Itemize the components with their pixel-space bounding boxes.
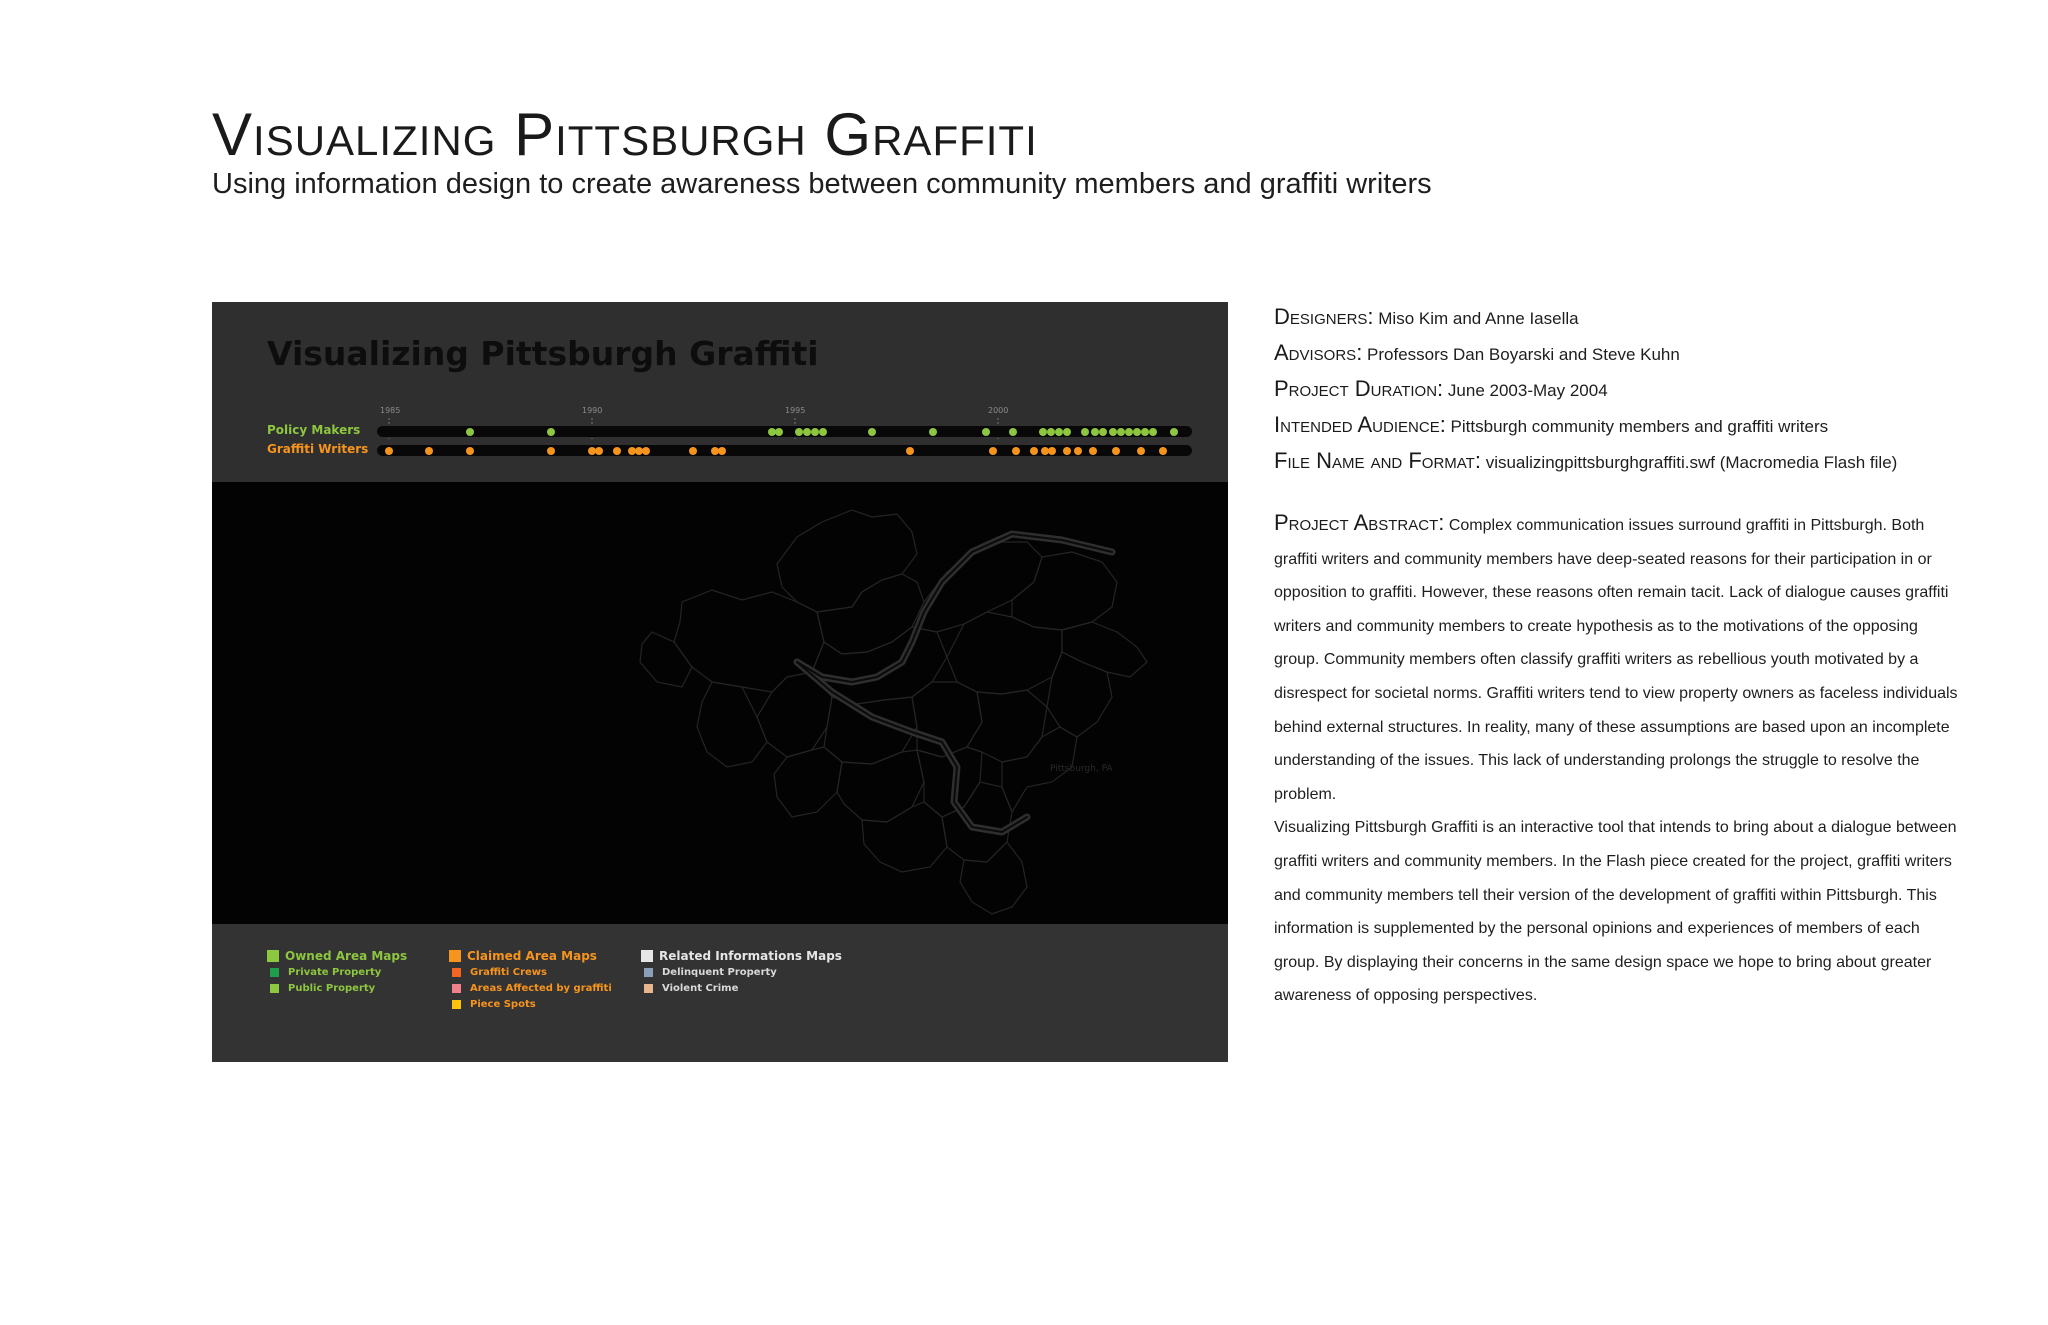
timeline-event-dot[interactable] <box>906 447 914 455</box>
legend-swatch <box>644 984 653 993</box>
legend-item-private-property[interactable] <box>270 964 407 980</box>
legend-item-label: Areas Affected by graffiti <box>470 982 612 994</box>
legend-heading: Claimed Area Maps <box>467 949 597 963</box>
pittsburgh-map[interactable] <box>212 482 1228 924</box>
legend-related-info <box>641 948 842 996</box>
timeline-event-dot[interactable] <box>868 428 876 436</box>
policy-makers-label: Policy Makers <box>267 423 361 437</box>
legend-claimed-area <box>449 948 612 1012</box>
timeline-event-dot[interactable] <box>989 447 997 455</box>
timeline-year: 1990 <box>582 406 603 415</box>
map-legend <box>212 924 1228 1062</box>
legend-item-label: Delinquent Property <box>662 966 777 978</box>
timeline-event-dot[interactable] <box>1063 447 1071 455</box>
neighborhood-map-outline <box>212 482 1228 924</box>
timeline-event-dot[interactable] <box>819 428 827 436</box>
timeline-event-dot[interactable] <box>1137 447 1145 455</box>
legend-item-areas-affected[interactable] <box>452 980 612 996</box>
timeline-event-dot[interactable] <box>1012 447 1020 455</box>
policy-makers-track[interactable] <box>377 426 1192 437</box>
legend-item-label: Piece Spots <box>470 998 536 1010</box>
timeline-event-dot[interactable] <box>803 428 811 436</box>
timeline-event-dot[interactable] <box>1063 428 1071 436</box>
legend-item-violent-crime[interactable] <box>644 980 842 996</box>
screenshot-title: Visualizing Pittsburgh Graffiti <box>267 334 819 373</box>
timeline-event-dot[interactable] <box>1089 447 1097 455</box>
timeline-event-dot[interactable] <box>982 428 990 436</box>
timeline-event-dot[interactable] <box>1030 447 1038 455</box>
legend-swatch <box>452 1000 461 1009</box>
legend-item-label: Public Property <box>288 982 376 994</box>
timeline-event-dot[interactable] <box>1099 428 1107 436</box>
timeline-event-dot[interactable] <box>547 447 555 455</box>
project-abstract <box>1274 506 1964 1013</box>
timeline-event-dot[interactable] <box>1039 428 1047 436</box>
abstract-paragraph <box>1274 506 1964 811</box>
legend-item-delinquent-property[interactable] <box>644 964 842 980</box>
timeline-event-dot[interactable] <box>1048 447 1056 455</box>
timeline-year: 2000 <box>988 406 1009 415</box>
timeline-event-dot[interactable] <box>1133 428 1141 436</box>
legend-item-label: Private Property <box>288 966 382 978</box>
meta-value: Miso Kim and Anne Iasella <box>1378 309 1579 328</box>
legend-swatch <box>270 968 279 977</box>
timeline-event-dot[interactable] <box>466 447 474 455</box>
meta-project-duration <box>1274 372 1964 408</box>
meta-value: Professors Dan Boyarski and Steve Kuhn <box>1367 345 1680 364</box>
timeline-panel <box>212 302 1228 482</box>
timeline-event-dot[interactable] <box>385 447 393 455</box>
legend-item-piece-spots[interactable] <box>452 996 612 1012</box>
timeline-event-dot[interactable] <box>1149 428 1157 436</box>
abstract-label: Project Abstract: <box>1274 510 1445 535</box>
timeline-event-dot[interactable] <box>718 447 726 455</box>
timeline-event-dot[interactable] <box>547 428 555 436</box>
legend-swatch <box>644 968 653 977</box>
meta-label: Advisors: <box>1274 340 1363 365</box>
timeline-year: 1995 <box>785 406 806 415</box>
timeline-event-dot[interactable] <box>1009 428 1017 436</box>
timeline-event-dot[interactable] <box>1047 428 1055 436</box>
legend-swatch <box>641 950 653 962</box>
legend-swatch <box>452 968 461 977</box>
timeline-event-dot[interactable] <box>1074 447 1082 455</box>
timeline-event-dot[interactable] <box>466 428 474 436</box>
meta-value: June 2003-May 2004 <box>1447 381 1608 400</box>
meta-intended-audience <box>1274 408 1964 444</box>
legend-claimed-area-toggle[interactable] <box>449 948 612 964</box>
meta-label: File Name and Format: <box>1274 448 1481 473</box>
meta-value: Pittsburgh community members and graffiti writers <box>1450 417 1829 436</box>
app-screenshot <box>212 302 1228 1062</box>
timeline-event-dot[interactable] <box>775 428 783 436</box>
legend-item-label: Graffiti Crews <box>470 966 547 978</box>
graffiti-writers-track[interactable] <box>377 445 1192 456</box>
timeline-event-dot[interactable] <box>1055 428 1063 436</box>
timeline-event-dot[interactable] <box>1117 428 1125 436</box>
abstract-paragraph: Visualizing Pittsburgh Graffiti is an interactive tool that intends to bring about a dialogue between graffiti writers and community members. In the Flash piece created for the project, graffiti writers and community members tell their version of the development of graffiti within Pittsburgh. This information is supplemented by the personal opinions and experiences of members of each group. By displaying their concerns in the same design space we hope to bring about greater awareness of opposing perspectives. <box>1274 819 1957 1005</box>
legend-heading: Owned Area Maps <box>285 949 408 963</box>
page-subtitle: Using information design to create awareness between community members and graffiti writers <box>212 168 1432 200</box>
timeline-event-dot[interactable] <box>642 447 650 455</box>
timeline-event-dot[interactable] <box>613 447 621 455</box>
legend-item-public-property[interactable] <box>270 980 407 996</box>
meta-label: Intended Audience: <box>1274 412 1446 437</box>
timeline-year: 1985 <box>380 406 401 415</box>
legend-owned-area <box>267 948 407 996</box>
project-info <box>1274 300 1964 1013</box>
legend-heading: Related Informations Maps <box>659 949 842 963</box>
meta-advisors <box>1274 336 1964 372</box>
timeline-event-dot[interactable] <box>1141 428 1149 436</box>
legend-related-info-toggle[interactable] <box>641 948 842 964</box>
meta-file-name-format <box>1274 444 1964 480</box>
legend-swatch <box>267 950 279 962</box>
timeline-event-dot[interactable] <box>1109 428 1117 436</box>
legend-swatch <box>449 950 461 962</box>
timeline-event-dot[interactable] <box>1170 428 1178 436</box>
map-city-label: Pittsburgh, PA <box>1050 764 1113 774</box>
meta-label: Project Duration: <box>1274 376 1444 401</box>
meta-designers <box>1274 300 1964 336</box>
timeline-event-dot[interactable] <box>795 428 803 436</box>
legend-swatch <box>452 984 461 993</box>
timeline-event-dot[interactable] <box>929 428 937 436</box>
page-title: Visualizing Pittsburgh Graffiti <box>212 101 1038 168</box>
timeline-event-dot[interactable] <box>1091 428 1099 436</box>
graffiti-writers-label: Graffiti Writers <box>267 442 369 456</box>
legend-item-label: Violent Crime <box>662 982 739 994</box>
timeline-event-dot[interactable] <box>811 428 819 436</box>
legend-swatch <box>270 984 279 993</box>
meta-label: Designers: <box>1274 304 1374 329</box>
timeline-event-dot[interactable] <box>425 447 433 455</box>
timeline-event-dot[interactable] <box>689 447 697 455</box>
legend-item-graffiti-crews[interactable] <box>452 964 612 980</box>
legend-owned-area-toggle[interactable] <box>267 948 407 964</box>
meta-value: visualizingpittsburghgraffiti.swf (Macromedia Flash file) <box>1485 453 1898 472</box>
timeline-event-dot[interactable] <box>1081 428 1089 436</box>
timeline-event-dot[interactable] <box>1112 447 1120 455</box>
timeline-event-dot[interactable] <box>1125 428 1133 436</box>
abstract-text: Complex communication issues surround graffiti in Pittsburgh. Both graffiti writers and community members have deep-seated reasons for their participation in or opposition to graffiti. However, these reasons often remain tacit. Lack of dialogue causes graffiti writers and community members to create hypothesis as to the motivations of the opposing group. Community members often classify graffiti writers as rebellious youth motivated by a disrespect for societal norms. Graffiti writers tend to view property owners as faceless individuals behind external structures. In reality, many of these assumptions are based upon an incomplete understanding of the issues. This lack of understanding prolongs the struggle to resolve the problem. <box>1274 517 1958 803</box>
timeline-event-dot[interactable] <box>595 447 603 455</box>
timeline-event-dot[interactable] <box>1159 447 1167 455</box>
